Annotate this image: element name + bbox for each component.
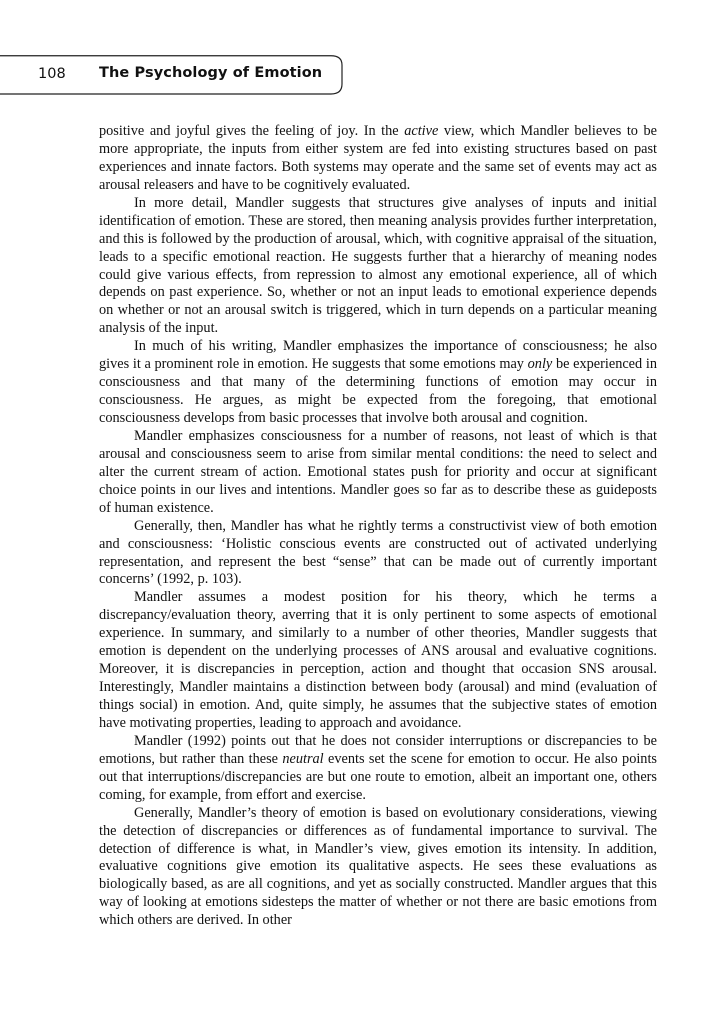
- emphasis: neutral: [282, 750, 324, 767]
- paragraph: Mandler assumes a modest position for his theory, which he terms a discrepancy/evaluation theory, averring that it is only pertinent to some aspects of emotional experience. In summary, and similarly to a number of other theories, Mandler suggests that emotion is dependent on the underlying processes of ANS arousal and evaluative cognitions. Moreover, it is discrepancies in perception, action and thought that occasion SNS arousal. Interestingly, Mandler maintains a distinction between body (arousal) and mind (evaluation of things social) in emotion. And, quite simply, he assumes that the subjective states of emotion have motivating properties, leading to approach and avoidance.: [99, 589, 657, 731]
- paragraph: Generally, then, Mandler has what he rightly terms a constructivist view of both emotion and consciousness: ‘Holistic conscious events are constructed out of activated underlying representation, and represent the best “sense” that can be made out of currently important concerns’ (1992, p. 103).: [99, 517, 657, 588]
- emphasis: active: [404, 123, 439, 139]
- paragraph: Mandler (1992) points out that he does not consider interruptions or discrepancies to be emotions, but rather than these neutral events set the scene for emotion to occur. He also points out that interruptions/discrepancies are but one route to emotion, albeit an important one, others coming, for example, from effort and exercise.: [99, 732, 657, 803]
- paragraph: In much of his writing, Mandler emphasizes the importance of consciousness; he also gives it a prominent role in emotion. He suggests that some emotions may only be experienced in consciousness and that many of the determining functions of emotion may occur in consciousness. He argues, as might be expected from the foregoing, that emotional consciousness develops from basic processes that involve both arousal and cognition.: [99, 338, 657, 426]
- paragraph: In more detail, Mandler suggests that structures give analyses of inputs and initial identification of emotion. These are stored, then meaning analysis provides further interpretation, and this is followed by the production of arousal, which, with cognitive appraisal of the situation, leads to a specific emotional reaction. He suggests further that a hierarchy of meaning nodes could give various effects, from repression to almost any emotional experience, all of which depends on past experience. So, whether or not an input leads to emotional experience depends on whether or not an arousal switch is triggered, which in turn depends on a particular meaning analysis of the input.: [99, 194, 657, 337]
- paragraph: positive and joyful gives the feeling of joy. In the active view, which Mandler believes to be more appropriate, the inputs from either system are fed into existing structures based on past experiences and innate factors. Both systems may operate and the same set of events may act as arousal releasers and have to be cognitively evaluated.: [99, 123, 657, 193]
- running-title: The Psychology of Emotion: [99, 65, 323, 81]
- running-header: [0, 55, 716, 95]
- paragraph: Mandler emphasizes consciousness for a number of reasons, not least of which is that arousal and consciousness seem to arise from similar mental conditions: the need to select and alter the current stream of action. Emotional states push for priority and occur at significant choice points in our lives and intentions. Mandler goes so far as to describe these as guideposts of human existence.: [99, 427, 657, 516]
- page-number: 108: [38, 66, 66, 82]
- paragraph: Generally, Mandler’s theory of emotion is based on evolutionary considerations, viewing the detection of discrepancies or differences as of fundamental importance to survival. The detection of difference is what, in Mandler’s view, gives emotion its intensity. In addition, evaluative cognitions give emotion its qualitative aspects. He sees these evaluations as biologically based, as are all cognitions, and yet as socially constructed. Mandler argues that this way of looking at emotions sidesteps the matter of whether or not there are basic emotions from which others are derived. In other: [99, 804, 657, 929]
- body-text: [99, 123, 657, 930]
- emphasis: only: [527, 356, 553, 373]
